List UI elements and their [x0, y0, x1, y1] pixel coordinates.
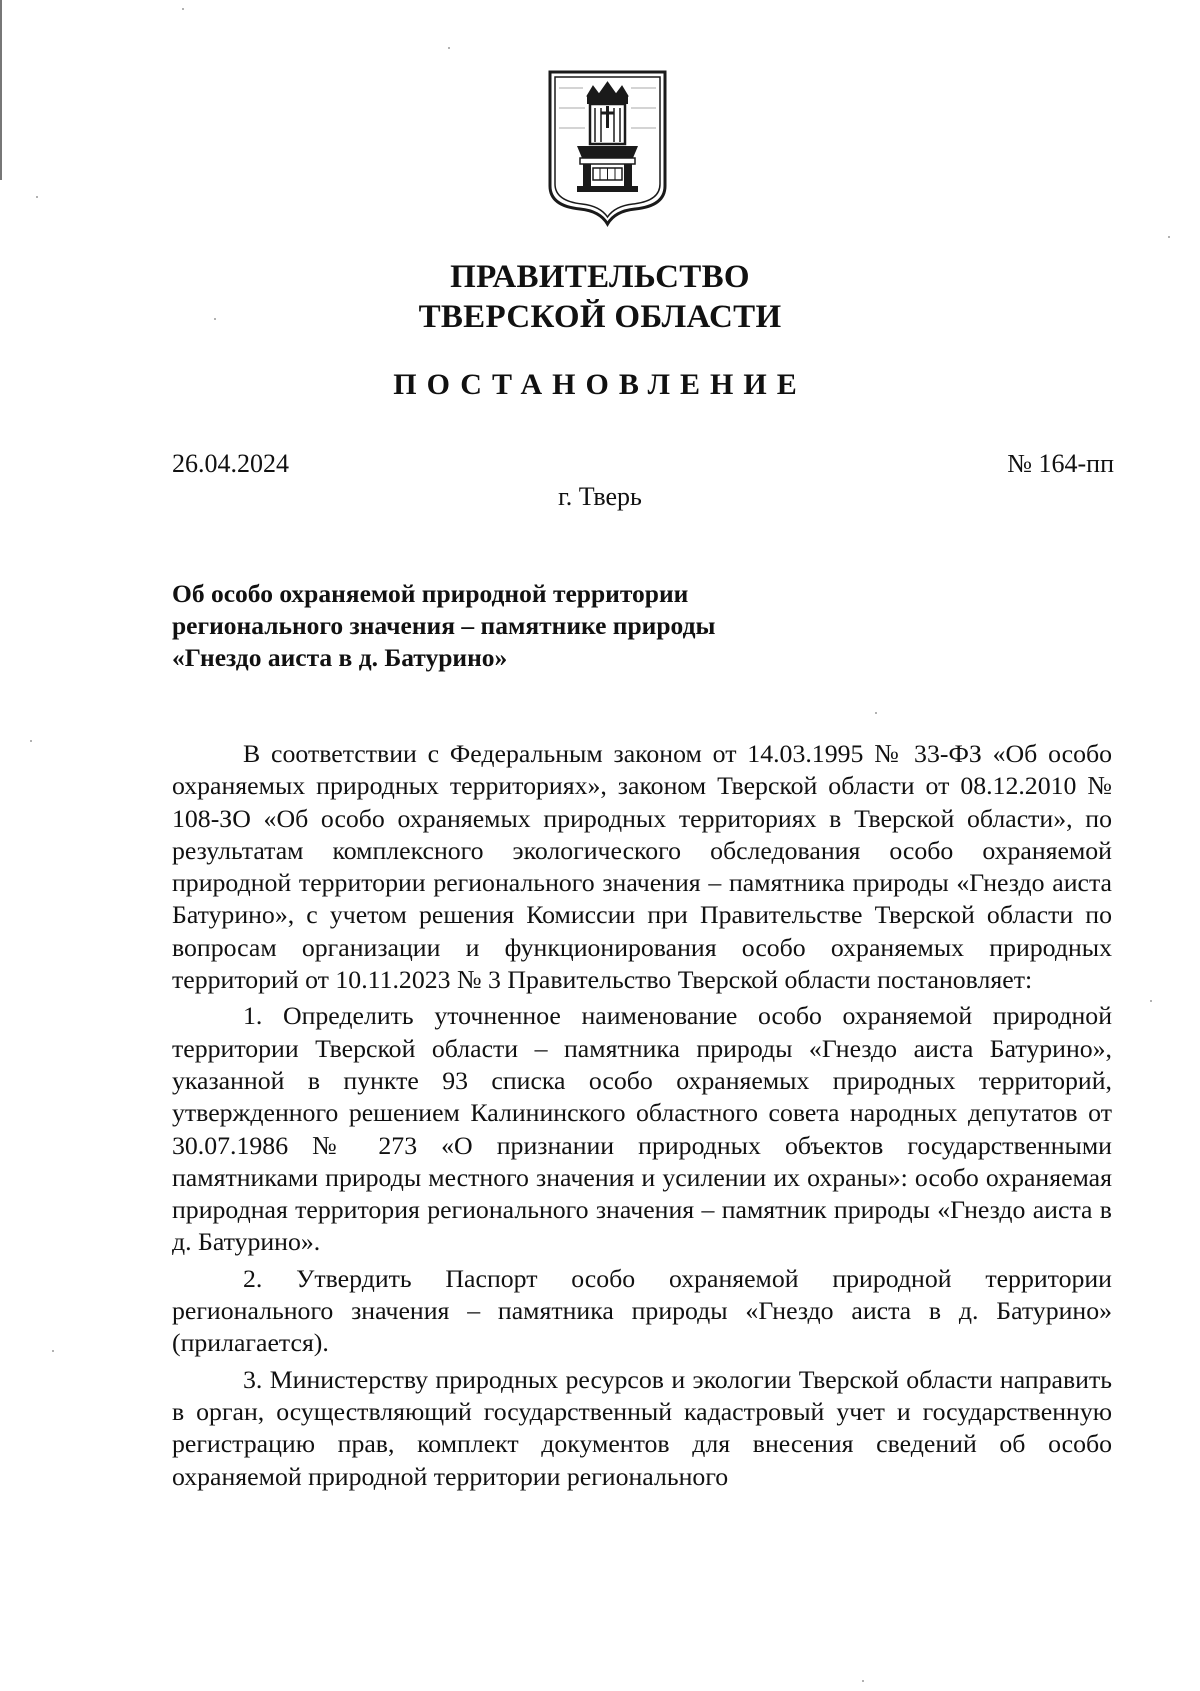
document-date: 26.04.2024	[172, 449, 289, 478]
organization-name-line2: ТВЕРСКОЙ ОБЛАСТИ	[418, 299, 782, 335]
scan-speck	[214, 318, 216, 320]
scan-speck	[862, 1680, 864, 1682]
scan-speck	[448, 47, 450, 49]
body-item-3: 3. Министерству природных ресурсов и экологии Тверской области направить в орган, осуществляющий государственный кадастровый учет и государственную регистрацию прав, комплект документов для внесения сведений об особо охраняемой природной территории регионального	[172, 1364, 1112, 1491]
organization-name-line1: ПРАВИТЕЛЬСТВО	[450, 259, 750, 295]
document-city: г. Тверь	[558, 482, 642, 511]
document-subject	[172, 578, 872, 674]
subject-line3: «Гнездо аиста в д. Батурино»	[172, 643, 508, 672]
scan-speck	[52, 1350, 54, 1352]
document-number: № 164-пп	[1007, 449, 1114, 478]
body-preamble: В соответствии с Федеральным законом от 14.03.1995 № 33-ФЗ «Об особо охраняемых природных территориях», законом Тверской области от 08.12.2010 № 108-ЗО «Об особо охраняемых природных территориях в Тверской области», по результатам комплексного экологического обследования особо охраняемой природной территории регионального значения – памятника природы «Гнездо аиста Батурино», с учетом решения Комиссии при Правительстве Тверской области по вопросам организации и функционирования особо охраняемых природных территорий от 10.11.2023 № 3 Правительство Тверской области постановляет:	[172, 739, 1112, 995]
document-type-title: ПОСТАНОВЛЕНИЕ	[393, 368, 807, 401]
scan-speck	[1150, 1000, 1152, 1002]
scan-speck	[875, 712, 877, 714]
subject-line1: Об особо охраняемой природной территории	[172, 579, 689, 608]
scan-speck	[30, 740, 32, 742]
scan-speck	[182, 8, 184, 10]
scan-speck	[1168, 236, 1170, 238]
scan-speck	[36, 196, 38, 198]
subject-line2: регионального значения – памятнике природы	[172, 611, 716, 640]
body-item-2: 2. Утвердить Паспорт особо охраняемой природной территории регионального значения – памятника природы «Гнездо аиста в д. Батурино» (прилагается).	[172, 1263, 1112, 1358]
scan-edge-mark	[0, 0, 2, 180]
tver-coat-of-arms-icon	[545, 68, 670, 228]
body-item-1: 1. Определить уточненное наименование особо охраняемой природной территории Тверской области – памятника природы «Гнездо аиста Батурино», указанной в пункте 93 списка особо охраняемых природных территорий, утвержденного решением Калининского областного совета народных депутатов от 30.07.1986 № 273 «О признании природных объектов государственными памятниками природы местного значения и усилении их охраны»: особо охраняемая природная территория регионального значения – памятник природы «Гнездо аиста в д. Батурино».	[172, 1001, 1112, 1257]
document-body	[172, 738, 1112, 1497]
